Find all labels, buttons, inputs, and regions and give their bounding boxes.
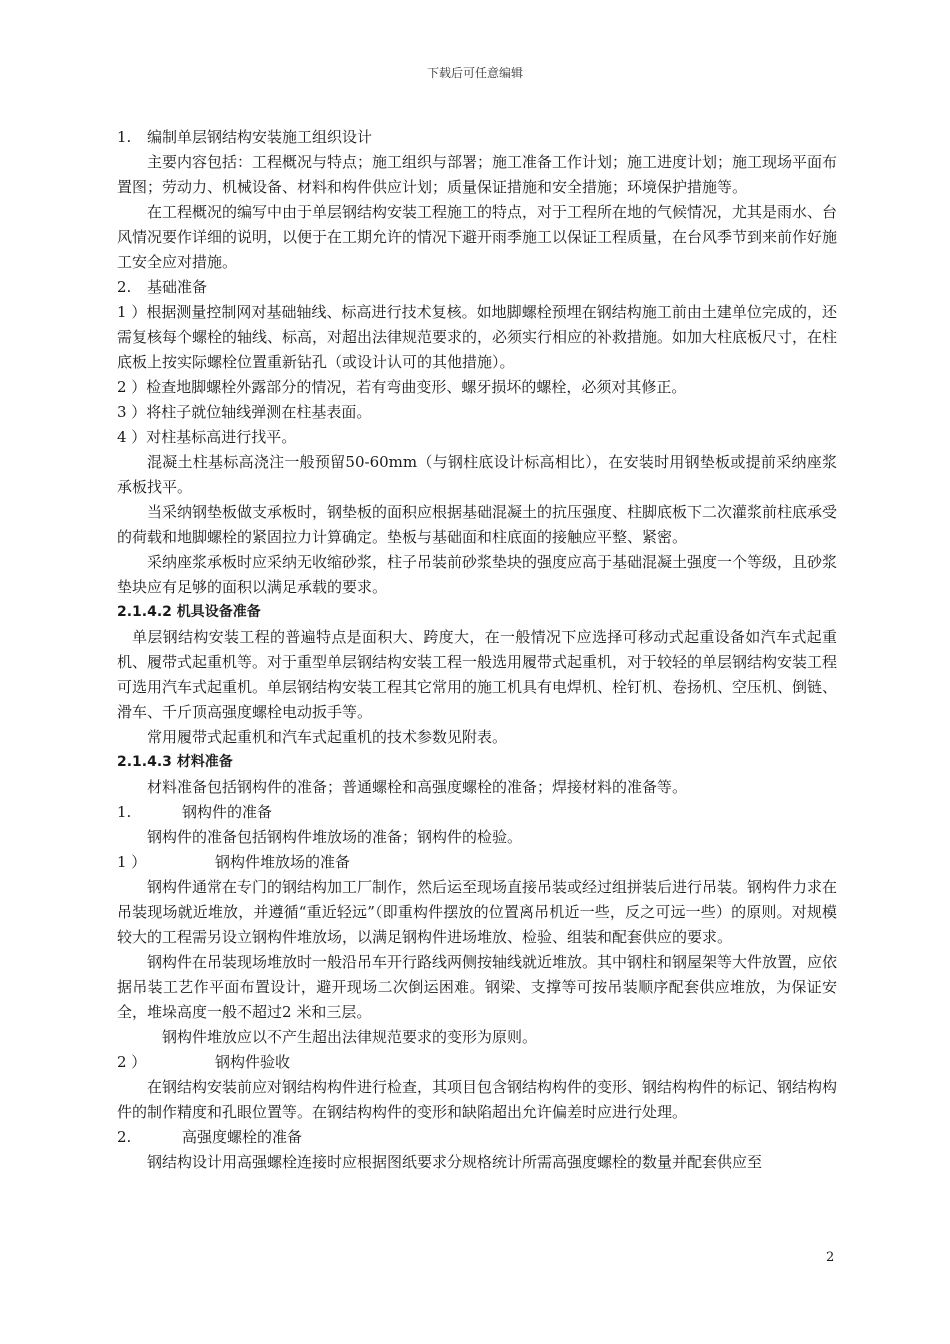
paragraph: 材料准备包括钢构件的准备；普通螺栓和高强度螺栓的准备；焊接材料的准备等。 <box>147 778 688 796</box>
sub-item-heading <box>117 1050 837 1075</box>
paragraph: 在钢结构安装前应对钢结构构件进行检查，其项目包含钢结构构件的变形、钢结构构件的标记、钢结构构件的制作精度和孔眼位置等。在钢结构构件的变形和缺陷超出允许偏差时应进行处理。 <box>117 1078 838 1121</box>
section-heading <box>117 275 837 300</box>
section-number: 1. <box>117 128 132 146</box>
sub-item-title: 钢构件验收 <box>215 1053 291 1071</box>
section-title: 高强度螺栓的准备 <box>182 1128 303 1146</box>
page-number: 2 <box>826 1250 835 1265</box>
list-item: 4 ）对柱基标高进行找平。 <box>117 428 297 446</box>
paragraph: 当采纳钢垫板做支承板时，钢垫板的面积应根据基础混凝土的抗压强度、柱脚底板下二次灌浆前柱底承受的荷载和地脚螺栓的紧固拉力计算确定。垫板与基础面和柱底面的接触应平整、紧密。 <box>117 503 838 546</box>
sub-item-number: 1 ） <box>117 853 147 871</box>
paragraph: 钢构件堆放应以不产生超出法律规范要求的变形为原则。 <box>162 1028 538 1046</box>
paragraph: 主要内容包括：工程概况与特点；施工组织与部署；施工准备工作计划；施工进度计划；施工现场平面布置图；劳动力、机械设备、材料和构件供应计划；质量保证措施和安全措施；环境保护措施等。 <box>117 153 838 196</box>
section-title: 编制单层钢结构安装施工组织设计 <box>147 128 373 146</box>
section-heading <box>117 1125 837 1150</box>
paragraph: 钢构件在吊装现场堆放时一般沿吊车开行路线两侧按轴线就近堆放。其中钢柱和钢屋架等大件放置，应依据吊装工艺作平面布置设计，避开现场二次倒运困难。钢梁、支撑等可按吊装顺序配套供应堆放，为保证安全，堆垛高度一般不超过2 米和三层。 <box>117 953 838 1021</box>
section-heading <box>117 800 837 825</box>
section-number: 2. <box>117 278 132 296</box>
sub-item-title: 钢构件堆放场的准备 <box>215 853 351 871</box>
section-heading <box>117 125 837 150</box>
subsection-heading: 2.1.4.2 机具设备准备 <box>117 604 261 620</box>
paragraph: 单层钢结构安装工程的普遍特点是面积大、跨度大，在一般情况下应选择可移动式起重设备如汽车式起重机、履带式起重机等。对于重型单层钢结构安装工程一般选用履带式起重机，对于较轻的单层钢结构安装工程可选用汽车式起重机。单层钢结构安装工程其它常用的施工机具有电焊机、栓钉机、卷扬机、空压机、倒链、滑车、千斤顶高强度螺栓电动扳手等。 <box>117 628 838 721</box>
document-body <box>117 125 837 1175</box>
list-item: 2 ）检查地脚螺栓外露部分的情况，若有弯曲变形、螺牙损坏的螺栓，必须对其修正。 <box>117 378 687 396</box>
sub-item-heading <box>117 850 837 875</box>
paragraph: 混凝土柱基标高浇注一般预留50-60mm（与钢柱底设计标高相比），在安装时用钢垫板或提前采纳座浆承板找平。 <box>117 453 837 496</box>
subsection-heading: 2.1.4.3 材料准备 <box>117 754 233 770</box>
paragraph: 钢结构设计用高强螺栓连接时应根据图纸要求分规格统计所需高强度螺栓的数量并配套供应至 <box>147 1153 763 1171</box>
list-item: 3 ）将柱子就位轴线弹测在柱基表面。 <box>117 403 372 421</box>
paragraph: 钢构件的准备包括钢构件堆放场的准备；钢构件的检验。 <box>147 828 523 846</box>
paragraph: 采纳座浆承板时应采纳无收缩砂浆，柱子吊装前砂浆垫块的强度应高于基础混凝土强度一个等级，且砂浆垫块应有足够的面积以满足承载的要求。 <box>117 553 838 596</box>
section-title: 基础准备 <box>147 278 208 296</box>
list-item: 1 ）根据测量控制网对基础轴线、标高进行技术复核。如地脚螺栓预埋在钢结构施工前由土建单位完成的，还需复核每个螺栓的轴线、标高，对超出法律规范要求的，必须实行相应的补救措施。如加大柱底板尺寸，在柱底板上按实际螺栓位置重新钻孔（或设计认可的其他措施）。 <box>117 303 838 371</box>
section-number: 2. <box>117 1128 132 1146</box>
paragraph: 常用履带式起重机和汽车式起重机的技术参数见附表。 <box>147 728 508 746</box>
page-header: 下载后可任意编辑 <box>426 66 523 80</box>
section-title: 钢构件的准备 <box>182 803 273 821</box>
sub-item-number: 2 ） <box>117 1053 147 1071</box>
section-number: 1. <box>117 803 132 821</box>
paragraph: 钢构件通常在专门的钢结构加工厂制作，然后运至现场直接吊装或经过组拼装后进行吊装。钢构件力求在吊装现场就近堆放，并遵循“重近轻远”（即重构件摆放的位置离吊机近一些，反之可远一些）的原则。对规模较大的工程需另设立钢构件堆放场，以满足钢构件进场堆放、检验、组装和配套供应的要求。 <box>117 878 838 946</box>
paragraph: 在工程概况的编写中由于单层钢结构安装工程施工的特点，对于工程所在地的气候情况，尤其是雨水、台风情况要作详细的说明，以便于在工期允许的情况下避开雨季施工以保证工程质量，在台风季节到来前作好施工安全应对措施。 <box>117 203 838 271</box>
